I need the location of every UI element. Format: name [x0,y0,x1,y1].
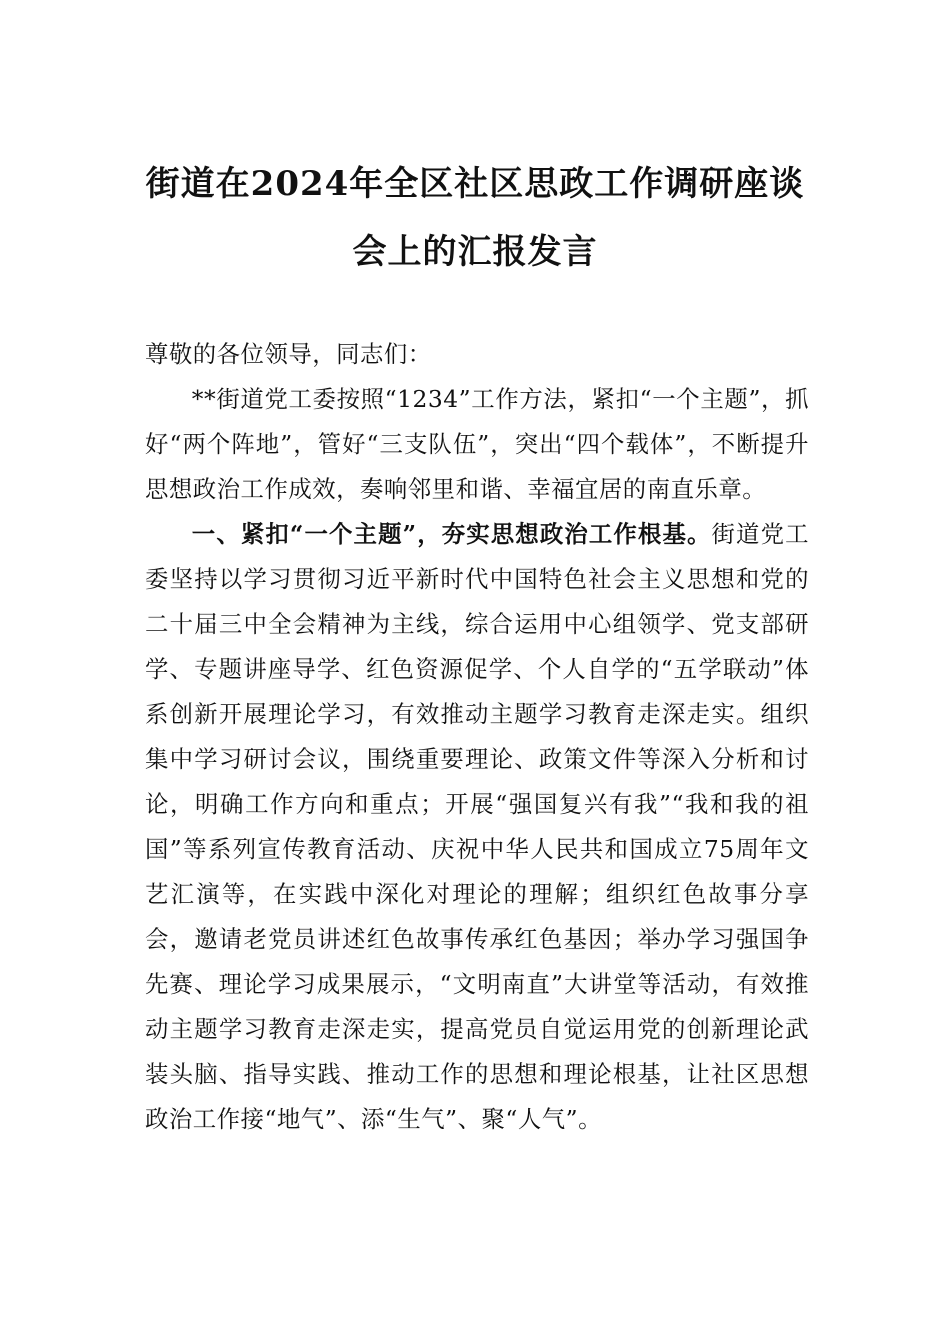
section-1-body: 街道党工委坚持以学习贯彻习近平新时代中国特色社会主义思想和党的二十届三中全会精神为主线，综合运用中心组领学、党支部研学、专题讲座导学、红色资源促学、个人自学的“五学联动”体系创新开展理论学习，有效推动主题学习教育走深走实。组织集中学习研讨会议，围绕重要理论、政策文件等深入分析和讨论，明确工作方向和重点；开展“强国复兴有我”“我和我的祖国”等系列宣传教育活动、庆祝中华人民共和国成立75周年文艺汇演等，在实践中深化对理论的理解；组织红色故事分享会，邀请老党员讲述红色故事传承红色基因；举办学习强国争先赛、理论学习成果展示，“文明南直”大讲堂等活动，有效推动主题学习教育走深走实，提高党员自觉运用党的创新理论武装头脑、指导实践、推动工作的思想和理论根基，让社区思想政治工作接“地气”、添“生气”、聚“人气”。 [145,520,809,1133]
salutation: 尊敬的各位领导，同志们： [145,340,432,368]
intro-paragraph: **街道党工委按照“1234”工作方法，紧扣“一个主题”，抓好“两个阵地”，管好“三支队伍”，突出“四个载体”，不断提升思想政治工作成效，奏响邻里和谐、幸福宜居的南直乐章。 [145,385,809,503]
document-body [145,332,809,1142]
section-1-paragraph [145,512,809,1142]
document-title-line-1: 街道在2024年全区社区思政工作调研座谈 [145,164,805,204]
section-1-heading: 一、紧扣“一个主题”，夯实思想政治工作根基。 [191,520,712,548]
document-title-line-2: 会上的汇报发言 [352,232,598,272]
